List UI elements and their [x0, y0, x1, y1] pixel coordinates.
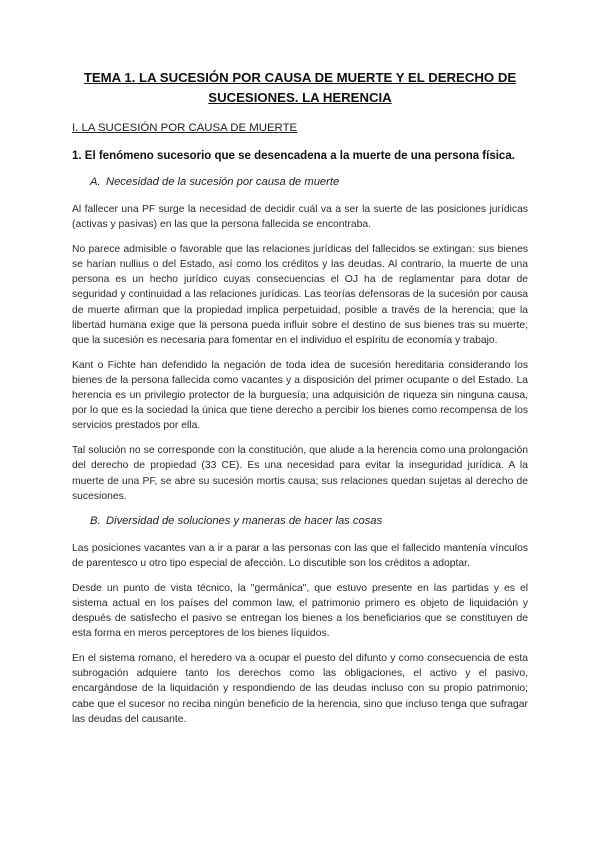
- document-title: TEMA 1. LA SUCESIÓN POR CAUSA DE MUERTE Y EL DERECHO DE SUCESIONES. LA HERENCIA: [83, 70, 517, 105]
- paragraph: En el sistema romano, el heredero va a ocupar el puesto del difunto y como consecuencia de esta subrogación adquiere tanto los derechos como las obligaciones, el activo y el pasivo, encargándose de la liquidación y respondiendo de las deudas incluso con su propio patrimonio; cabe que el sucesor no reciba ningún beneficio de la herencia, sino que incluso tenga que sufragar las deudas del causante.: [72, 653, 528, 725]
- paragraph: Tal solución no se corresponde con la constitución, que alude a la herencia como una prolongación del derecho de propiedad (33 CE). Es una necesidad para evitar la inseguridad jurídica. A la muerte de una PF, se abre su sucesión mortis causa; sus relaciones quedan sujetas al derecho de sucesiones.: [72, 445, 528, 502]
- paragraph: Las posiciones vacantes van a ir a parar a las personas con las que el fallecido mantenía vínculos de parentesco u otro tipo especial de afección. Lo discutible son los créditos a adoptar.: [72, 542, 528, 569]
- heading-a-letter: A.: [90, 176, 101, 188]
- heading-b: [90, 514, 528, 529]
- paragraph: Kant o Fichte han defendido la negación de toda idea de sucesión hereditaria considerando los bienes de la persona fallecida como vacantes y a disposición del primer ocupante o del Estado. La herencia es un privilegio protector de la burguesía; una adquisición de riqueza sin ninguna causa, por lo que es la sociedad la única que tiene derecho a percibir los bienes como recompensa de los servicios prestados por ella.: [72, 359, 528, 432]
- heading-a-text: Necesidad de la sucesión por causa de muerte: [106, 176, 340, 188]
- heading-b-letter: B.: [90, 514, 101, 527]
- section-heading: I. LA SUCESIÓN POR CAUSA DE MUERTE: [72, 122, 298, 134]
- heading-b-text: Diversidad de soluciones y maneras de hacer las cosas: [106, 514, 383, 527]
- heading-a: [90, 175, 528, 190]
- paragraph: Desde un punto de vista técnico, la "germánica", que estuvo presente en las partidas y es el sistema actual en los países del common law, el patrimonio primero es objeto de liquidación y después de satisfecho el pasivo se entregan los bienes a los beneficiarios que se constituyen de esta forma en meros perceptores de los bienes líquidos.: [72, 582, 528, 640]
- paragraph: Al fallecer una PF surge la necesidad de decidir cuál va a ser la suerte de las posiciones jurídicas (activas y pasivas) en las que la persona fallecida se encontraba.: [72, 204, 528, 231]
- paragraph: No parece admisible o favorable que las relaciones jurídicas del fallecidos se extingan: sus bienes se harían nullius o del Estado, así como los créditos y las deudas. Al contrario, la muerte de una persona es un hecho jurídico cuyas consecuencias el OJ ha de reglamentar para dotar de seguridad y continuidad a las relaciones jurídicas. Las teorías defensoras de la sucesión por causa de muerte afirman que la propiedad implica perpetuidad, posible a través de la herencia; que la libertad humana exige que la persona pueda influir sobre el destino de sus bienes tras su muerte; que la sucesión es necesaria para fomentar en el individuo el espíritu de economía y trabajo.: [72, 244, 528, 346]
- subsection-heading: 1. El fenómeno sucesorio que se desencadena a la muerte de una persona física.: [72, 150, 515, 162]
